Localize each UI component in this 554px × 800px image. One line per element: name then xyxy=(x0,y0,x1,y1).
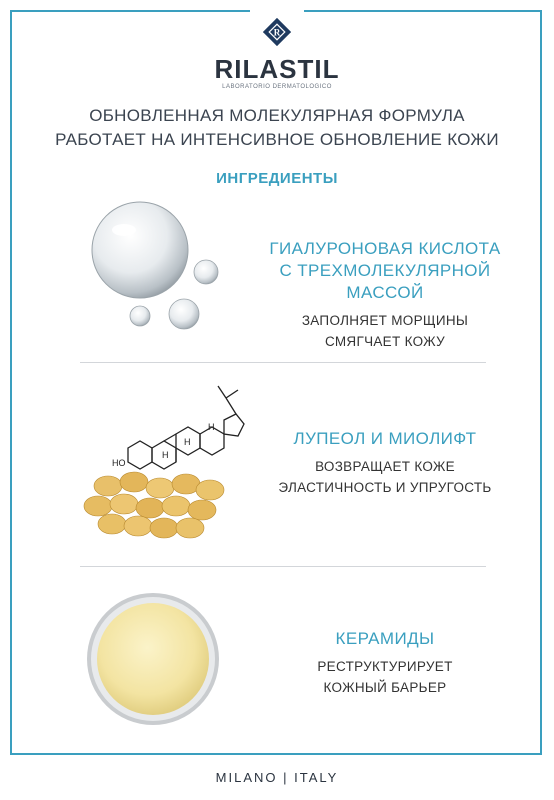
divider-1 xyxy=(80,362,486,363)
headline-line-2: РАБОТАЕТ НА ИНТЕНСИВНОЕ ОБНОВЛЕНИЕ КОЖИ xyxy=(55,130,499,149)
molecule-label-h-3: H xyxy=(208,422,215,432)
molecule-label-h-1: H xyxy=(162,450,169,460)
section-title: ИНГРЕДИЕНТЫ xyxy=(216,170,338,187)
ingredient-1-desc xyxy=(250,310,520,352)
ingredient-1-desc-line-1: ЗАПОЛНЯЕТ МОРЩИНЫ xyxy=(301,313,469,328)
headline xyxy=(20,104,534,152)
ingredient-1-name-line-2: С ТРЕХМОЛЕКУЛЯРНОЙ xyxy=(279,261,491,280)
brand-name: RILASTIL xyxy=(214,54,340,84)
ingredient-2-name xyxy=(250,428,520,450)
ingredient-3-name-line-1: КЕРАМИДЫ xyxy=(335,629,435,648)
ingredient-3-desc-line-2: КОЖНЫЙ БАРЬЕР xyxy=(323,680,447,695)
brand-subtitle: LABORATORIO DERMATOLOGICO xyxy=(222,84,332,90)
brand-logo-icon xyxy=(263,18,291,46)
ceramide-cream-dish-image xyxy=(84,590,222,728)
lupeol-molecule-soybeans-image xyxy=(78,378,258,543)
ingredient-2-desc-line-2: ЭЛАСТИЧНОСТЬ И УПРУГОСТЬ xyxy=(278,480,492,495)
svg-text:R: R xyxy=(273,27,281,38)
ingredient-1-name-line-1: ГИАЛУРОНОВАЯ КИСЛОТА xyxy=(269,239,501,258)
ingredient-1-name-line-3: МАССОЙ xyxy=(346,283,424,302)
water-droplets-image xyxy=(88,200,228,340)
headline-line-1: ОБНОВЛЕННАЯ МОЛЕКУЛЯРНАЯ ФОРМУЛА xyxy=(89,106,465,125)
ingredient-1-desc-line-2: СМЯГЧАЕТ КОЖУ xyxy=(324,334,446,349)
ingredient-2-desc xyxy=(250,456,520,498)
molecule-label-ho: HO xyxy=(112,458,126,468)
ingredient-2-desc-line-1: ВОЗВРАЩАЕТ КОЖЕ xyxy=(315,459,455,474)
divider-2 xyxy=(80,566,486,567)
ingredient-3-desc-line-1: РЕСТРУКТУРИРУЕТ xyxy=(317,659,453,674)
ingredient-2-name-line-1: ЛУПЕОЛ И МИОЛИФТ xyxy=(293,429,477,448)
ingredient-3-desc xyxy=(250,656,520,698)
footer-origin: MILANO | ITALY xyxy=(215,770,339,785)
ingredient-3-name xyxy=(250,628,520,650)
ingredient-1-name xyxy=(250,238,520,304)
soybeans xyxy=(84,472,224,538)
molecule-label-h-2: H xyxy=(184,437,191,447)
